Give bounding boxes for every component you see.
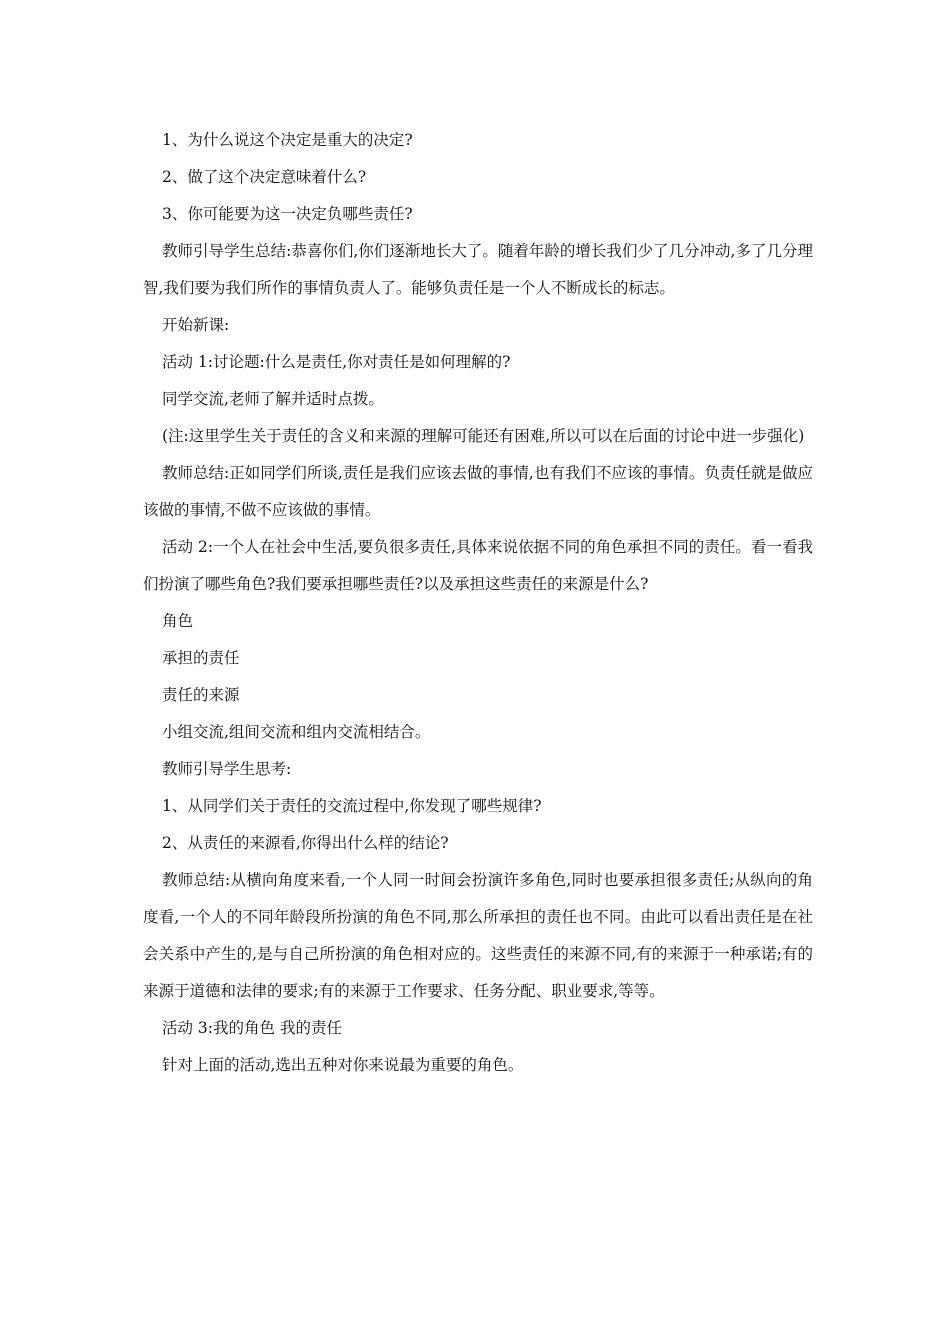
new-lesson-heading: 开始新课: xyxy=(162,316,230,334)
document-body xyxy=(143,122,813,1084)
question-2: 2、做了这个决定意味着什么? xyxy=(162,168,367,186)
teacher-guide-heading: 教师引导学生思考: xyxy=(162,760,292,778)
teacher-summary-3: 教师总结:从横向角度来看,一个人同一时间会扮演许多角色,同时也要承担很多责任;从纵向的角度看,一个人的不同年龄段所扮演的角色不同,那么所承担的责任也不同。由此可以看出责任是在社会关系中产生的,是与自己所扮演的角色相对应的。这些责任的来源不同,有的来源于一种承诺;有的来源于道德和法律的要求;有的来源于工作要求、任务分配、职业要求,等等。 xyxy=(143,871,813,1000)
table-label-source: 责任的来源 xyxy=(162,686,240,704)
teacher-summary-1: 教师引导学生总结:恭喜你们,你们逐渐地长大了。随着年龄的增长我们少了几分冲动,多了几分理智,我们要为我们所作的事情负责人了。能够负责任是一个人不断成长的标志。 xyxy=(143,242,813,297)
question-1: 1、为什么说这个决定是重大的决定? xyxy=(162,131,413,149)
activity-2: 活动 2:一个人在社会中生活,要负很多责任,具体来说依据不同的角色承担不同的责任。看一看我们扮演了哪些角色?我们要承担哪些责任?以及承担这些责任的来源是什么? xyxy=(143,538,813,593)
note-paragraph: (注:这里学生关于责任的含义和来源的理解可能还有困难,所以可以在后面的讨论中进一步强化) xyxy=(162,427,805,445)
think-question-2: 2、从责任的来源看,你得出什么样的结论? xyxy=(162,834,449,852)
group-exchange: 小组交流,组间交流和组内交流相结合。 xyxy=(162,723,431,741)
teacher-summary-2: 教师总结:正如同学们所谈,责任是我们应该去做的事情,也有我们不应该的事情。负责任就是做应该做的事情,不做不应该做的事情。 xyxy=(143,464,813,519)
student-exchange: 同学交流,老师了解并适时点拨。 xyxy=(162,390,384,408)
activity-1: 活动 1:讨论题:什么是责任,你对责任是如何理解的? xyxy=(162,353,511,371)
activity-3: 活动 3:我的角色 我的责任 xyxy=(162,1019,342,1037)
table-label-role: 角色 xyxy=(162,612,194,630)
think-question-1: 1、从同学们关于责任的交流过程中,你发现了哪些规律? xyxy=(162,797,542,815)
activity-3-instruction: 针对上面的活动,选出五种对你来说最为重要的角色。 xyxy=(162,1056,524,1074)
question-3: 3、你可能要为这一决定负哪些责任? xyxy=(162,205,413,223)
table-label-responsibility: 承担的责任 xyxy=(162,649,240,667)
